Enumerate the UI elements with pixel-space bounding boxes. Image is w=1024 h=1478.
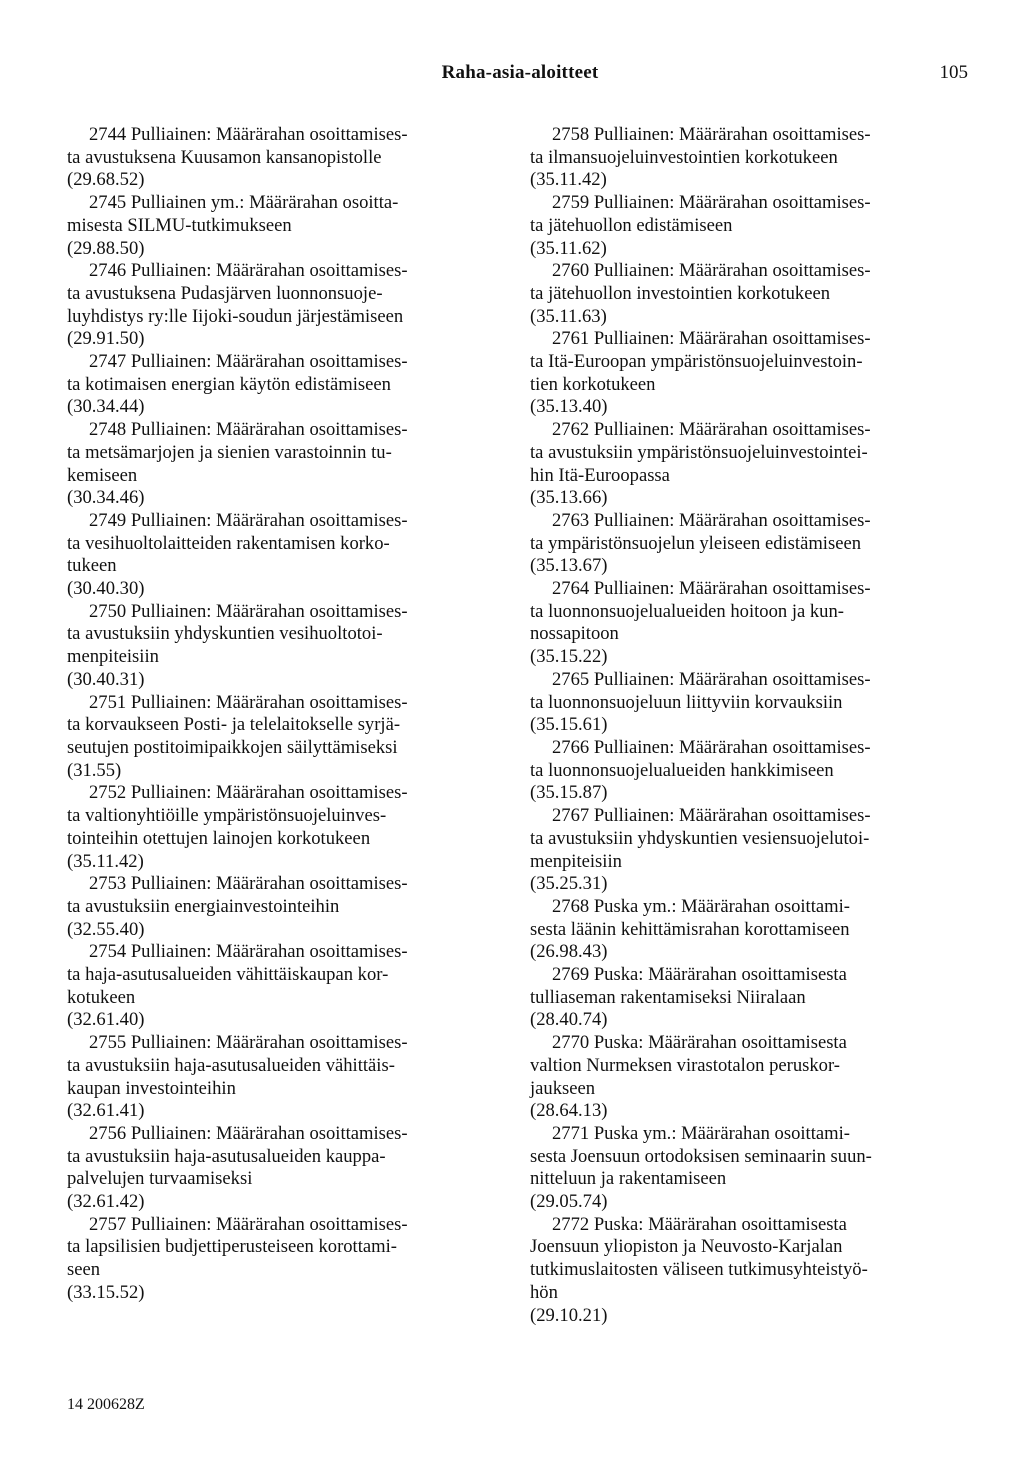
budget-code: (33.15.52) — [67, 1281, 145, 1303]
entry-line: tointeihin otettujen lainojen korkotukeen — [67, 827, 371, 849]
entry-line: 2768 Puska ym.: Määrärahan osoittami- — [552, 895, 850, 917]
entry-line: 2771 Puska ym.: Määrärahan osoittami- — [552, 1122, 850, 1144]
entry-line: 2769 Puska: Määrärahan osoittamisesta — [552, 964, 847, 986]
entry-line: ta ilmansuojeluinvestointien korkotukeen — [530, 146, 838, 168]
list-item — [530, 510, 964, 578]
list-item — [67, 510, 501, 601]
entry-line: seen — [67, 1259, 101, 1281]
list-item — [530, 1123, 964, 1214]
budget-code: (35.13.67) — [530, 555, 608, 577]
budget-code: (29.05.74) — [530, 1191, 608, 1213]
entry-line: kotukeen — [67, 986, 136, 1008]
list-item — [67, 351, 501, 419]
entry-line: nitteluun ja rakentamiseen — [530, 1168, 727, 1190]
budget-code: (35.15.61) — [530, 714, 608, 736]
entry-line: 2749 Pulliainen: Määrärahan osoittamises- — [89, 509, 408, 531]
entry-title — [67, 510, 501, 578]
list-item — [67, 419, 501, 510]
page-title: Raha-asia-aloitteet — [441, 62, 599, 83]
entry-title — [67, 692, 501, 760]
entry-line: kemiseen — [67, 464, 138, 486]
budget-code: (32.61.41) — [67, 1100, 145, 1122]
entry-title — [530, 510, 964, 555]
entry-line: menpiteisiin — [67, 646, 159, 668]
entry-line: 2752 Pulliainen: Määrärahan osoittamises- — [89, 782, 408, 804]
entry-title — [67, 601, 501, 669]
entry-title — [67, 124, 501, 169]
list-item — [530, 1032, 964, 1123]
entry-line: kaupan investointeihin — [67, 1077, 236, 1099]
budget-code: (35.25.31) — [530, 873, 608, 895]
entry-title — [67, 1214, 501, 1282]
entry-line: 2755 Pulliainen: Määrärahan osoittamises- — [89, 1032, 408, 1054]
entry-line: ta jätehuollon edistämiseen — [530, 214, 733, 236]
entry-line: ta kotimaisen energian käytön edistämiseen — [67, 373, 391, 395]
budget-code: (30.34.44) — [67, 396, 145, 418]
entry-line: 2757 Pulliainen: Määrärahan osoittamises- — [89, 1213, 408, 1235]
budget-code: (32.55.40) — [67, 918, 145, 940]
budget-code: (30.40.31) — [67, 668, 145, 690]
list-item — [67, 873, 501, 941]
entry-title — [530, 669, 964, 714]
list-item — [67, 1123, 501, 1214]
entry-line: tutkimuslaitosten väliseen tutkimusyhteistyö- — [530, 1259, 868, 1281]
entry-line: misesta SILMU-tutkimukseen — [67, 214, 292, 236]
entry-line: ta ympäristönsuojelun yleiseen edistämiseen — [530, 532, 861, 554]
budget-code: (28.40.74) — [530, 1009, 608, 1031]
entry-title — [530, 896, 964, 941]
budget-code: (35.13.66) — [530, 487, 608, 509]
entry-line: nossapitoon — [530, 623, 619, 645]
budget-code: (29.68.52) — [67, 169, 145, 191]
entry-line: 2760 Pulliainen: Määrärahan osoittamises- — [552, 260, 871, 282]
entry-title — [530, 328, 964, 396]
entry-line: ta luonnonsuojelualueiden hankkimiseen — [530, 759, 834, 781]
entry-line: 2770 Puska: Määrärahan osoittamisesta — [552, 1032, 847, 1054]
entry-title — [530, 1214, 964, 1305]
list-item — [530, 328, 964, 419]
entry-line: 2750 Pulliainen: Määrärahan osoittamises- — [89, 600, 408, 622]
entry-title — [530, 192, 964, 237]
entry-line: 2766 Pulliainen: Määrärahan osoittamises- — [552, 736, 871, 758]
entry-line: 2772 Puska: Määrärahan osoittamisesta — [552, 1213, 847, 1235]
entry-line: hin Itä-Euroopassa — [530, 464, 670, 486]
entry-title — [67, 782, 501, 850]
entry-title — [530, 1032, 964, 1100]
entry-line: ta jätehuollon investointien korkotukeen — [530, 282, 831, 304]
entry-line: ta avustuksiin haja-asutusalueiden kauppa- — [67, 1145, 386, 1167]
entry-title — [67, 1123, 501, 1191]
budget-code: (32.61.42) — [67, 1191, 145, 1213]
list-item — [67, 782, 501, 873]
entry-line: ta luonnonsuojelualueiden hoitoon ja kun- — [530, 600, 844, 622]
entry-line: ta metsämarjojen ja sienien varastoinnin tu- — [67, 441, 392, 463]
list-item — [530, 124, 964, 192]
budget-code: (29.10.21) — [530, 1304, 608, 1326]
entry-line: ta Itä-Euroopan ympäristönsuojeluinvestoin- — [530, 351, 863, 373]
list-item — [67, 1214, 501, 1305]
entry-line: hön — [530, 1281, 558, 1303]
list-item — [530, 669, 964, 737]
entry-line: 2765 Pulliainen: Määrärahan osoittamises- — [552, 668, 871, 690]
list-item — [530, 896, 964, 964]
left-column — [67, 124, 501, 1305]
entry-line: tukeen — [67, 555, 117, 577]
entry-line: ta avustuksena Kuusamon kansanopistolle — [67, 146, 382, 168]
entry-line: ta haja-asutusalueiden vähittäiskaupan kor- — [67, 964, 389, 986]
entry-line: seutujen postitoimipaikkojen säilyttämiseksi — [67, 736, 398, 758]
entry-title — [67, 1032, 501, 1100]
page-number: 105 — [939, 62, 968, 83]
list-item — [67, 1032, 501, 1123]
entry-line: 2761 Pulliainen: Määrärahan osoittamises- — [552, 328, 871, 350]
budget-code: (31.55) — [67, 759, 122, 781]
entry-title — [67, 873, 501, 918]
entry-line: ta avustuksiin yhdyskuntien vesiensuojelutoi- — [530, 827, 870, 849]
list-item — [530, 964, 964, 1032]
list-item — [530, 419, 964, 510]
entry-line: 2751 Pulliainen: Määrärahan osoittamises- — [89, 691, 408, 713]
list-item — [67, 124, 501, 192]
entry-title — [530, 578, 964, 646]
entry-title — [67, 419, 501, 487]
entry-line: ta luonnonsuojeluun liittyviin korvauksiin — [530, 691, 843, 713]
entry-title — [530, 419, 964, 487]
entry-line: ta avustuksiin energiainvestointeihin — [67, 895, 340, 917]
entry-line: jaukseen — [530, 1077, 596, 1099]
list-item — [530, 260, 964, 328]
entry-line: menpiteisiin — [530, 850, 622, 872]
entry-line: ta valtionyhtiöille ympäristönsuojeluinves- — [67, 805, 387, 827]
list-item — [530, 192, 964, 260]
budget-code: (28.64.13) — [530, 1100, 608, 1122]
right-column — [530, 124, 964, 1327]
budget-code: (35.15.22) — [530, 646, 608, 668]
entry-line: 2746 Pulliainen: Määrärahan osoittamises- — [89, 260, 408, 282]
budget-code: (35.11.62) — [530, 237, 607, 259]
entry-line: 2764 Pulliainen: Määrärahan osoittamises- — [552, 578, 871, 600]
entry-line: palvelujen turvaamiseksi — [67, 1168, 253, 1190]
entry-line: ta avustuksiin haja-asutusalueiden vähittäis- — [67, 1054, 395, 1076]
entry-line: luyhdistys ry:lle Iijoki-soudun järjestämiseen — [67, 305, 404, 327]
list-item — [530, 1214, 964, 1328]
entry-line: tulliaseman rakentamiseksi Niiralaan — [530, 986, 806, 1008]
entry-line: sesta Joensuun ortodoksisen seminaarin suun- — [530, 1145, 872, 1167]
entry-line: 2758 Pulliainen: Määrärahan osoittamises- — [552, 124, 871, 145]
budget-code: (30.34.46) — [67, 487, 145, 509]
entry-title — [530, 260, 964, 305]
budget-code: (35.11.42) — [530, 169, 607, 191]
entry-line: 2747 Pulliainen: Määrärahan osoittamises- — [89, 351, 408, 373]
entry-line: ta avustuksiin ympäristönsuojeluinvestointei- — [530, 441, 868, 463]
entry-title — [530, 124, 964, 169]
entry-title — [530, 1123, 964, 1191]
budget-code: (35.15.87) — [530, 782, 608, 804]
entry-line: 2745 Pulliainen ym.: Määrärahan osoitta- — [89, 192, 399, 214]
entry-line: 2754 Pulliainen: Määrärahan osoittamises- — [89, 941, 408, 963]
entry-line: tien korkotukeen — [530, 373, 656, 395]
list-item — [67, 260, 501, 351]
entry-line: 2753 Pulliainen: Määrärahan osoittamises- — [89, 873, 408, 895]
entry-title — [530, 964, 964, 1009]
list-item — [530, 737, 964, 805]
entry-line: 2763 Pulliainen: Määrärahan osoittamises- — [552, 509, 871, 531]
budget-code: (35.11.42) — [67, 850, 144, 872]
entry-line: 2762 Pulliainen: Määrärahan osoittamises- — [552, 419, 871, 441]
entry-title — [67, 192, 501, 237]
entry-line: valtion Nurmeksen virastotalon peruskor- — [530, 1054, 840, 1076]
list-item — [67, 192, 501, 260]
entry-line: 2744 Pulliainen: Määrärahan osoittamises- — [89, 124, 408, 145]
budget-code: (35.11.63) — [530, 305, 607, 327]
entry-line: 2759 Pulliainen: Määrärahan osoittamises- — [552, 192, 871, 214]
list-item — [67, 601, 501, 692]
list-item — [67, 692, 501, 783]
entry-line: ta vesihuoltolaitteiden rakentamisen korko- — [67, 532, 390, 554]
entry-line: sesta läänin kehittämisrahan korottamiseen — [530, 918, 850, 940]
entry-line: 2767 Pulliainen: Määrärahan osoittamises- — [552, 805, 871, 827]
entry-title — [67, 351, 501, 396]
budget-code: (30.40.30) — [67, 578, 145, 600]
entry-line: 2756 Pulliainen: Määrärahan osoittamises- — [89, 1122, 408, 1144]
entry-line: ta lapsilisien budjettiperusteiseen korottami- — [67, 1236, 397, 1258]
entry-line: Joensuun yliopiston ja Neuvosto-Karjalan — [530, 1236, 843, 1258]
entry-title — [530, 805, 964, 873]
budget-code: (29.88.50) — [67, 237, 145, 259]
budget-code: (29.91.50) — [67, 328, 145, 350]
budget-code: (26.98.43) — [530, 941, 608, 963]
entry-line: ta avustuksiin yhdyskuntien vesihuoltotoi- — [67, 623, 383, 645]
budget-code: (32.61.40) — [67, 1009, 145, 1031]
budget-code: (35.13.40) — [530, 396, 608, 418]
entry-title — [67, 941, 501, 1009]
entry-line: ta avustuksena Pudasjärven luonnonsuoje- — [67, 282, 383, 304]
entry-line: ta korvaukseen Posti- ja telelaitokselle syrjä- — [67, 714, 401, 736]
list-item — [67, 941, 501, 1032]
entry-title — [67, 260, 501, 328]
footer-print-code: 14 200628Z — [67, 1396, 145, 1413]
entry-line: 2748 Pulliainen: Määrärahan osoittamises- — [89, 419, 408, 441]
list-item — [530, 805, 964, 896]
list-item — [530, 578, 964, 669]
entry-title — [530, 737, 964, 782]
